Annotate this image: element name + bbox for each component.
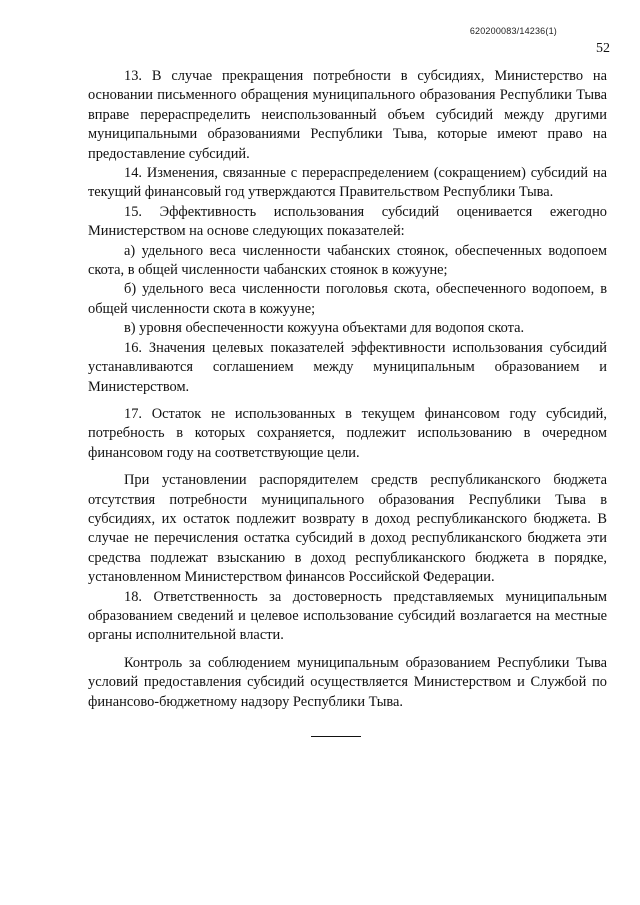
paragraph-15-item-b: б) удельного веса численности поголовья скота, обеспеченного водопоем, в общей численности скота в кожууне;: [88, 281, 607, 317]
paragraph-14: 14. Изменения, связанные с перераспределением (сокращением) субсидий на текущий финансовый год утверждаются Правительством Республики Тыва.: [88, 165, 607, 201]
paragraph-18: 18. Ответственность за достоверность представляемых муниципальным образованием сведений и целевое использование субсидий возлагается на местные органы исполнительной власти.: [88, 588, 607, 644]
page-number: 52: [596, 41, 610, 56]
paragraph-15: 15. Эффективность использования субсидий оценивается ежегодно Министерством на основе следующих показателей:: [88, 203, 607, 240]
end-of-text-rule: [311, 736, 361, 737]
paragraph-17: 17. Остаток не использованных в текущем финансовом году субсидий, потребность в которых сохраняется, подлежит использованию в очередном финансовом году на соответствующие цели.: [88, 405, 607, 461]
paragraph-control: Контроль за соблюдением муниципальным образованием Республики Тыва условий предоставления субсидий осуществляется Министерством и Службой по финансово-бюджетному надзору Республики Тыва.: [88, 654, 607, 710]
document-body: [88, 67, 607, 712]
paragraph-15-item-a: а) удельного веса численности чабанских стоянок, обеспеченных водопоем скота, в общей численности чабанских стоянок в кожууне;: [88, 242, 607, 279]
paragraph-16: 16. Значения целевых показателей эффективности использования субсидий устанавливаются соглашением между муниципальным образованием и Министерством.: [88, 339, 607, 395]
paragraph-17-continuation: При установлении распорядителем средств республиканского бюджета отсутствия потребности муниципального образования Республики Тыва в субсидиях, их остаток подлежит возврату в доход республиканского бюджета. В случае не перечисления остатка субсидий в доход республиканского бюджета эти средства подлежат взысканию в доход республиканского бюджета в порядке, установленном Министерством финансов Российской Федерации.: [88, 472, 607, 586]
paragraph-13: 13. В случае прекращения потребности в субсидиях, Министерство на основании письменного обращения муниципального образования Республики Тыва вправе перераспределить неиспользованный объем субсидий между другими муниципальными образованиями Республики Тыва, которые имеют право на предоставление субсидий.: [88, 68, 607, 162]
paragraph-15-item-c: в) уровня обеспеченности кожууна объектами для водопоя скота.: [124, 320, 525, 337]
document-id: 620200083/14236(1): [469, 26, 557, 36]
